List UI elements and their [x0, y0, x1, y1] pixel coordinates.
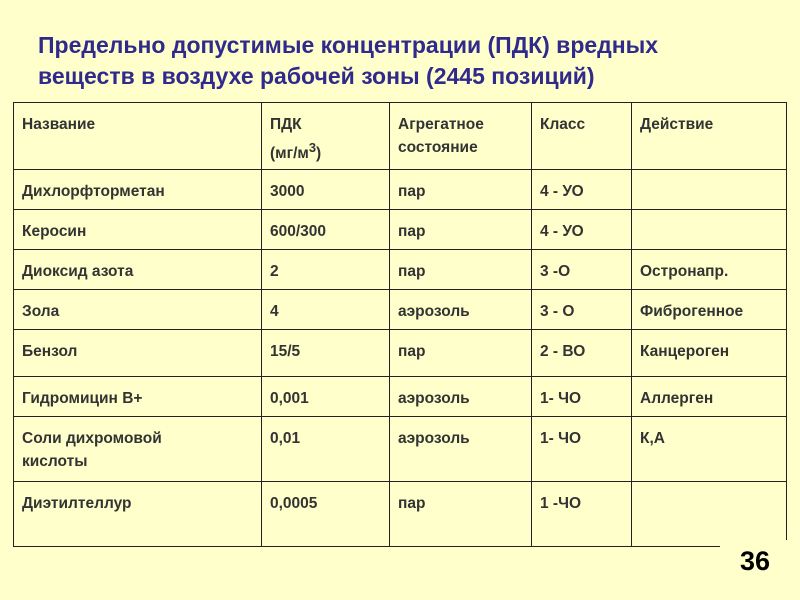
cell-action: К,А [632, 417, 787, 482]
cell-pdk: 600/300 [262, 210, 390, 250]
cell-pdk: 0,0005 [262, 482, 390, 547]
cell-name: Дихлорфторметан [14, 170, 262, 210]
cell-action: Канцероген [632, 330, 787, 377]
header-pdk-label: ПДК [270, 116, 302, 133]
cell-state: пар [390, 330, 532, 377]
cell-action: Аллерген [632, 377, 787, 417]
header-state-line-1: Агрегатное [398, 116, 484, 133]
cell-name-line-2: кислоты [22, 453, 88, 471]
table-row [14, 210, 787, 250]
cell-state: аэрозоль [390, 377, 532, 417]
cell-name-line-1: Соли дихромовой [22, 430, 162, 448]
cell-name [14, 417, 262, 482]
cell-name: Диэтилтеллур [14, 482, 262, 547]
cell-class: 1 -ЧО [532, 482, 632, 547]
slide-title [38, 30, 778, 92]
pdk-table [13, 102, 787, 547]
cell-name: Диоксид азота [14, 250, 262, 290]
table-row [14, 417, 787, 482]
table-row [14, 250, 787, 290]
cell-state: пар [390, 482, 532, 547]
table-header-row [14, 103, 787, 170]
cell-name: Бензол [14, 330, 262, 377]
header-pdk-unit-suffix: ) [316, 145, 322, 163]
header-state [390, 103, 532, 170]
slide-title-line-2: веществ в воздухе рабочей зоны (2445 позиций) [38, 63, 595, 89]
cell-name: Керосин [14, 210, 262, 250]
header-pdk-unit-prefix: (мг/м [270, 145, 309, 163]
cell-class: 1- ЧО [532, 377, 632, 417]
table-row [14, 170, 787, 210]
cell-state: аэрозоль [390, 290, 532, 330]
cell-class: 3 - О [532, 290, 632, 330]
header-action: Действие [632, 103, 787, 170]
cell-name: Зола [14, 290, 262, 330]
slide-title-line-1: Предельно допустимые концентрации (ПДК) вредных [38, 32, 659, 58]
header-state-line-2: состояние [398, 139, 478, 156]
cell-pdk: 4 [262, 290, 390, 330]
cell-class: 2 - ВО [532, 330, 632, 377]
cell-action [632, 482, 787, 547]
page-number: 36 [720, 540, 790, 582]
cell-class: 4 - УО [532, 210, 632, 250]
cell-name: Гидромицин В+ [14, 377, 262, 417]
cell-pdk: 15/5 [262, 330, 390, 377]
table-row [14, 330, 787, 377]
cell-state: пар [390, 170, 532, 210]
cell-action [632, 170, 787, 210]
cell-pdk: 0,01 [262, 417, 390, 482]
table-row [14, 290, 787, 330]
table-row [14, 482, 787, 547]
cell-pdk: 2 [262, 250, 390, 290]
cell-pdk: 3000 [262, 170, 390, 210]
header-pdk-unit-exponent: 3 [308, 140, 317, 155]
cell-pdk: 0,001 [262, 377, 390, 417]
cell-class: 1- ЧО [532, 417, 632, 482]
table-row [14, 377, 787, 417]
cell-class: 3 -О [532, 250, 632, 290]
cell-state: пар [390, 210, 532, 250]
header-pdk [262, 103, 390, 170]
cell-action: Остронапр. [632, 250, 787, 290]
header-class: Класс [532, 103, 632, 170]
cell-state: пар [390, 250, 532, 290]
cell-state: аэрозоль [390, 417, 532, 482]
cell-action [632, 210, 787, 250]
header-name: Название [14, 103, 262, 170]
cell-class: 4 - УО [532, 170, 632, 210]
cell-action: Фиброгенное [632, 290, 787, 330]
